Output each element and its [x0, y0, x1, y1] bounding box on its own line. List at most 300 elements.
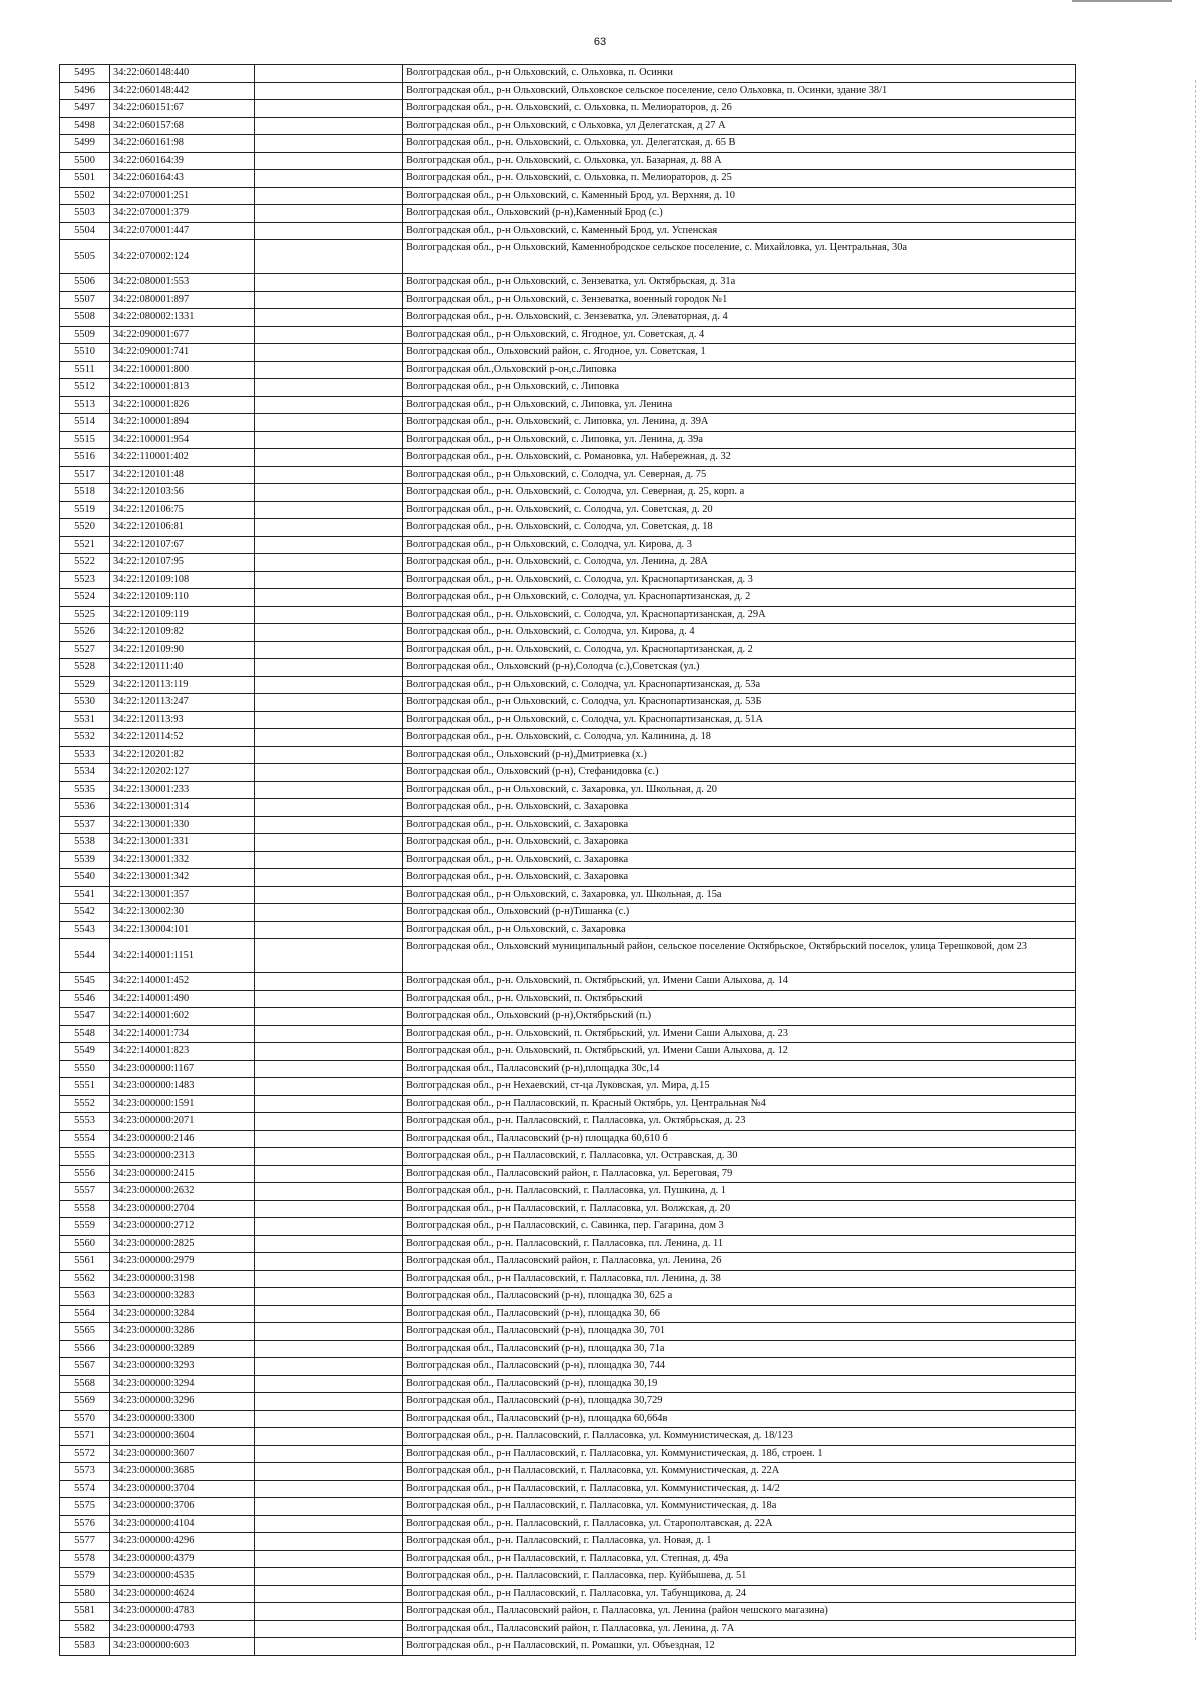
- empty-cell: [255, 1568, 403, 1586]
- address: Волгоградская обл., р-н. Палласовский, г. Палласовка, ул. Пушкина, д. 1: [403, 1183, 1076, 1201]
- address: Волгоградская обл., Ольховский (р-н), Стефанидовка (с.): [403, 764, 1076, 782]
- cadastral-number: 34:22:120109:82: [110, 624, 255, 642]
- table-row: [60, 589, 1076, 607]
- cadastral-number: 34:23:000000:2313: [110, 1148, 255, 1166]
- table-row: [60, 1410, 1076, 1428]
- address: Волгоградская обл., р-н Ольховский, с. Солодча, ул. Краснопартизанская, д. 2: [403, 589, 1076, 607]
- row-number: 5498: [60, 117, 110, 135]
- empty-cell: [255, 1410, 403, 1428]
- row-number: 5576: [60, 1515, 110, 1533]
- empty-cell: [255, 554, 403, 572]
- address: Волгоградская обл., р-н. Ольховский, с. Солодча, ул. Краснопартизанская, д. 2: [403, 641, 1076, 659]
- cadastral-number: 34:22:100001:800: [110, 361, 255, 379]
- cadastral-number: 34:22:120202:127: [110, 764, 255, 782]
- empty-cell: [255, 606, 403, 624]
- address: Волгоградская обл., р-н. Ольховский, п. Октябрьский, ул. Имени Саши Алыхова, д. 14: [403, 973, 1076, 991]
- table-row: [60, 1620, 1076, 1638]
- empty-cell: [255, 396, 403, 414]
- table-row: [60, 659, 1076, 677]
- row-number: 5531: [60, 711, 110, 729]
- table-row: [60, 187, 1076, 205]
- empty-cell: [255, 781, 403, 799]
- table-row: [60, 1498, 1076, 1516]
- row-number: 5568: [60, 1375, 110, 1393]
- address: Волгоградская обл., р-н. Ольховский, с. Ольховка, п. Мелиораторов, д. 26: [403, 100, 1076, 118]
- row-number: 5518: [60, 484, 110, 502]
- row-number: 5560: [60, 1235, 110, 1253]
- cadastral-number: 34:23:000000:2146: [110, 1130, 255, 1148]
- address: Волгоградская обл., р-н. Палласовский, г. Палласовка, пл. Ленина, д. 11: [403, 1235, 1076, 1253]
- empty-cell: [255, 222, 403, 240]
- row-number: 5557: [60, 1183, 110, 1201]
- empty-cell: [255, 659, 403, 677]
- address: Волгоградская обл., р-н. Ольховский, с. Солодча, ул. Ленина, д. 28А: [403, 554, 1076, 572]
- address: Волгоградская обл., Ольховский (р-н)Тишанка (с.): [403, 904, 1076, 922]
- address: Волгоградская обл., Палласовский (р-н), площадка 30,729: [403, 1393, 1076, 1411]
- cadastral-number: 34:22:100001:826: [110, 396, 255, 414]
- table-row: [60, 554, 1076, 572]
- cadastral-number: 34:23:000000:3607: [110, 1445, 255, 1463]
- cadastral-number: 34:22:070001:447: [110, 222, 255, 240]
- table-row: [60, 1445, 1076, 1463]
- empty-cell: [255, 240, 403, 274]
- row-number: 5543: [60, 921, 110, 939]
- cadastral-number: 34:22:120106:81: [110, 519, 255, 537]
- row-number: 5527: [60, 641, 110, 659]
- row-number: 5579: [60, 1568, 110, 1586]
- table-row: [60, 396, 1076, 414]
- table-row: [60, 904, 1076, 922]
- table-row: [60, 799, 1076, 817]
- empty-cell: [255, 187, 403, 205]
- address: Волгоградская обл., Палласовский (р-н), площадка 30, 625 а: [403, 1288, 1076, 1306]
- address: Волгоградская обл., р-н. Ольховский, с. Захаровка: [403, 834, 1076, 852]
- address: Волгоградская обл., р-н. Ольховский, с. Захаровка: [403, 851, 1076, 869]
- cadastral-number: 34:22:120106:75: [110, 501, 255, 519]
- row-number: 5548: [60, 1025, 110, 1043]
- empty-cell: [255, 1445, 403, 1463]
- cadastral-number: 34:23:000000:2825: [110, 1235, 255, 1253]
- empty-cell: [255, 571, 403, 589]
- row-number: 5507: [60, 291, 110, 309]
- address: Волгоградская обл., Ольховский (р-н),Дмитриевка (х.): [403, 746, 1076, 764]
- address: Волгоградская обл., р-н Ольховский, с Ольховка, ул Делегатская, д 27 А: [403, 117, 1076, 135]
- empty-cell: [255, 484, 403, 502]
- empty-cell: [255, 1480, 403, 1498]
- empty-cell: [255, 501, 403, 519]
- address: Волгоградская обл., Палласовский (р-н), площадка 30, 744: [403, 1358, 1076, 1376]
- empty-cell: [255, 1638, 403, 1656]
- table-row: [60, 834, 1076, 852]
- address: Волгоградская обл., р-н. Палласовский, г. Палласовка, ул. Новая, д. 1: [403, 1533, 1076, 1551]
- empty-cell: [255, 1148, 403, 1166]
- cadastral-number: 34:22:130004:101: [110, 921, 255, 939]
- empty-cell: [255, 326, 403, 344]
- page-number: 63: [593, 36, 607, 48]
- table-row: [60, 431, 1076, 449]
- address: Волгоградская обл., р-н Ольховский, с. Ягодное, ул. Советская, д. 4: [403, 326, 1076, 344]
- row-number: 5514: [60, 414, 110, 432]
- cadastral-number: 34:23:000000:2415: [110, 1165, 255, 1183]
- row-number: 5567: [60, 1358, 110, 1376]
- table-row: [60, 1095, 1076, 1113]
- table-row: [60, 1585, 1076, 1603]
- address: Волгоградская обл., Палласовский (р-н),площадка 30с,14: [403, 1060, 1076, 1078]
- table-row: [60, 152, 1076, 170]
- table-row: [60, 571, 1076, 589]
- table-row: [60, 240, 1076, 274]
- address: Волгоградская обл., р-н Ольховский, с. Липовка, ул. Ленина, д. 39а: [403, 431, 1076, 449]
- row-number: 5513: [60, 396, 110, 414]
- empty-cell: [255, 1533, 403, 1551]
- empty-cell: [255, 1183, 403, 1201]
- address: Волгоградская обл., р-н. Ольховский, с. Солодча, ул. Калинина, д. 18: [403, 729, 1076, 747]
- address: Волгоградская обл., р-н. Ольховский, с. Солодча, ул. Советская, д. 18: [403, 519, 1076, 537]
- table-row: [60, 484, 1076, 502]
- address: Волгоградская обл., Палласовский (р-н), площадка 60,664в: [403, 1410, 1076, 1428]
- table-row: [60, 1340, 1076, 1358]
- empty-cell: [255, 519, 403, 537]
- empty-cell: [255, 205, 403, 223]
- cadastral-number: 34:22:120113:93: [110, 711, 255, 729]
- address: Волгоградская обл., р-н Ольховский, с. Зензеватка, ул. Октябрьская, д. 31а: [403, 274, 1076, 292]
- empty-cell: [255, 624, 403, 642]
- cadastral-number: 34:23:000000:1591: [110, 1095, 255, 1113]
- table-row: [60, 1270, 1076, 1288]
- empty-cell: [255, 990, 403, 1008]
- empty-cell: [255, 117, 403, 135]
- address: Волгоградская обл., р-н Ольховский, с. Захаровка: [403, 921, 1076, 939]
- address: Волгоградская обл., р-н Ольховский, с. Ольховка, п. Осинки: [403, 65, 1076, 83]
- table-row: [60, 1200, 1076, 1218]
- empty-cell: [255, 799, 403, 817]
- address: Волгоградская обл., р-н. Палласовский, г. Палласовка, ул. Старополтавская, д. 22А: [403, 1515, 1076, 1533]
- row-number: 5495: [60, 65, 110, 83]
- row-number: 5533: [60, 746, 110, 764]
- row-number: 5510: [60, 344, 110, 362]
- empty-cell: [255, 851, 403, 869]
- empty-cell: [255, 1288, 403, 1306]
- cadastral-number: 34:23:000000:2979: [110, 1253, 255, 1271]
- cadastral-number: 34:22:130001:357: [110, 886, 255, 904]
- row-number: 5565: [60, 1323, 110, 1341]
- address: Волгоградская обл., р-н Палласовский, г. Палласовка, ул. Табунщикова, д. 24: [403, 1585, 1076, 1603]
- empty-cell: [255, 1550, 403, 1568]
- table-row: [60, 816, 1076, 834]
- cadastral-number: 34:22:060157:68: [110, 117, 255, 135]
- row-number: 5516: [60, 449, 110, 467]
- cadastral-number: 34:22:070001:251: [110, 187, 255, 205]
- empty-cell: [255, 291, 403, 309]
- row-number: 5525: [60, 606, 110, 624]
- empty-cell: [255, 1463, 403, 1481]
- address: Волгоградская обл., р-н. Палласовский, г. Палласовка, ул. Коммунистическая, д. 18/123: [403, 1428, 1076, 1446]
- empty-cell: [255, 170, 403, 188]
- cadastral-number: 34:23:000000:2071: [110, 1113, 255, 1131]
- row-number: 5515: [60, 431, 110, 449]
- table-row: [60, 1515, 1076, 1533]
- address: Волгоградская обл., р-н Палласовский, п. Красный Октябрь, ул. Центральная №4: [403, 1095, 1076, 1113]
- row-number: 5517: [60, 466, 110, 484]
- empty-cell: [255, 65, 403, 83]
- cadastral-number: 34:23:000000:3198: [110, 1270, 255, 1288]
- row-number: 5566: [60, 1340, 110, 1358]
- cadastral-number: 34:22:120113:247: [110, 694, 255, 712]
- empty-cell: [255, 1340, 403, 1358]
- table-row: [60, 1358, 1076, 1376]
- empty-cell: [255, 1095, 403, 1113]
- table-row: [60, 65, 1076, 83]
- row-number: 5552: [60, 1095, 110, 1113]
- cadastral-number: 34:22:140001:602: [110, 1008, 255, 1026]
- address: Волгоградская обл., Палласовский район, г. Палласовка, ул. Береговая, 79: [403, 1165, 1076, 1183]
- table-row: [60, 641, 1076, 659]
- table-row: [60, 501, 1076, 519]
- address: Волгоградская обл., Палласовский район, г. Палласовка, ул. Ленина, д. 7А: [403, 1620, 1076, 1638]
- row-number: 5534: [60, 764, 110, 782]
- row-number: 5529: [60, 676, 110, 694]
- row-number: 5502: [60, 187, 110, 205]
- table-row: [60, 1393, 1076, 1411]
- empty-cell: [255, 1253, 403, 1271]
- row-number: 5536: [60, 799, 110, 817]
- empty-cell: [255, 344, 403, 362]
- cadastral-number: 34:23:000000:1483: [110, 1078, 255, 1096]
- cadastral-number: 34:23:000000:603: [110, 1638, 255, 1656]
- table-row: [60, 1235, 1076, 1253]
- cadastral-number: 34:22:130001:330: [110, 816, 255, 834]
- cadastral-number: 34:22:120101:48: [110, 466, 255, 484]
- address: Волгоградская обл., р-н. Ольховский, с. Солодча, ул. Кирова, д. 4: [403, 624, 1076, 642]
- table-row: [60, 1218, 1076, 1236]
- cadastral-number: 34:23:000000:4379: [110, 1550, 255, 1568]
- table-row: [60, 1008, 1076, 1026]
- cadastral-number: 34:22:080002:1331: [110, 309, 255, 327]
- cadastral-number: 34:22:130001:314: [110, 799, 255, 817]
- row-number: 5570: [60, 1410, 110, 1428]
- cadastral-number: 34:22:130001:342: [110, 869, 255, 887]
- table-row: [60, 309, 1076, 327]
- cadastral-number: 34:22:130002:30: [110, 904, 255, 922]
- address: Волгоградская обл., р-н Ольховский, с. Липовка: [403, 379, 1076, 397]
- cadastral-number: 34:22:060164:39: [110, 152, 255, 170]
- address: Волгоградская обл., р-н Палласовский, г. Палласовка, ул. Коммунистическая, д. 18б, строен. 1: [403, 1445, 1076, 1463]
- empty-cell: [255, 309, 403, 327]
- row-number: 5501: [60, 170, 110, 188]
- empty-cell: [255, 834, 403, 852]
- table-row: [60, 326, 1076, 344]
- table-row: [60, 379, 1076, 397]
- empty-cell: [255, 641, 403, 659]
- table-row: [60, 82, 1076, 100]
- table-row: [60, 624, 1076, 642]
- empty-cell: [255, 729, 403, 747]
- address: Волгоградская обл., р-н. Ольховский, с. Ольховка, ул. Делегатская, д. 65 В: [403, 135, 1076, 153]
- cadastral-number: 34:22:100001:954: [110, 431, 255, 449]
- empty-cell: [255, 1270, 403, 1288]
- empty-cell: [255, 1603, 403, 1621]
- cadastral-number: 34:22:120109:119: [110, 606, 255, 624]
- cadastral-number: 34:22:130001:331: [110, 834, 255, 852]
- empty-cell: [255, 1008, 403, 1026]
- cadastral-number: 34:23:000000:3706: [110, 1498, 255, 1516]
- cadastral-number: 34:22:120111:40: [110, 659, 255, 677]
- empty-cell: [255, 100, 403, 118]
- empty-cell: [255, 1200, 403, 1218]
- address: Волгоградская обл., р-н. Ольховский, с. Ольховка, ул. Базарная, д. 88 А: [403, 152, 1076, 170]
- empty-cell: [255, 1078, 403, 1096]
- empty-cell: [255, 1375, 403, 1393]
- cadastral-number: 34:22:120109:110: [110, 589, 255, 607]
- row-number: 5569: [60, 1393, 110, 1411]
- cadastral-number: 34:23:000000:3296: [110, 1393, 255, 1411]
- empty-cell: [255, 1358, 403, 1376]
- cadastral-number: 34:22:070002:124: [110, 240, 255, 274]
- table-row: [60, 1078, 1076, 1096]
- cadastral-number: 34:23:000000:3289: [110, 1340, 255, 1358]
- table-row: [60, 274, 1076, 292]
- cadastral-number: 34:23:000000:3293: [110, 1358, 255, 1376]
- empty-cell: [255, 1585, 403, 1603]
- address: Волгоградская обл., р-н Палласовский, г. Палласовка, пл. Ленина, д. 38: [403, 1270, 1076, 1288]
- address: Волгоградская обл.,Ольховский р-он,с.Липовка: [403, 361, 1076, 379]
- cadastral-number: 34:23:000000:3604: [110, 1428, 255, 1446]
- row-number: 5573: [60, 1463, 110, 1481]
- row-number: 5553: [60, 1113, 110, 1131]
- address: Волгоградская обл., р-н. Палласовский, г. Палласовка, ул. Октябрьская, д. 23: [403, 1113, 1076, 1131]
- address: Волгоградская обл., р-н. Ольховский, с. Романовка, ул. Набережная, д. 32: [403, 449, 1076, 467]
- cadastral-number: 34:23:000000:4296: [110, 1533, 255, 1551]
- cadastral-number: 34:22:080001:553: [110, 274, 255, 292]
- table-row: [60, 1375, 1076, 1393]
- row-number: 5508: [60, 309, 110, 327]
- registry-table: [59, 64, 1076, 1656]
- cadastral-number: 34:23:000000:4793: [110, 1620, 255, 1638]
- row-number: 5550: [60, 1060, 110, 1078]
- address: Волгоградская обл., р-н. Ольховский, п. Октябрьский, ул. Имени Саши Алыхова, д. 12: [403, 1043, 1076, 1061]
- address: Волгоградская обл., р-н. Палласовский, г. Палласовка, пер. Куйбышева, д. 51: [403, 1568, 1076, 1586]
- empty-cell: [255, 466, 403, 484]
- address: Волгоградская обл., Палласовский (р-н) площадка 60,610 б: [403, 1130, 1076, 1148]
- row-number: 5535: [60, 781, 110, 799]
- cadastral-number: 34:22:060148:440: [110, 65, 255, 83]
- row-number: 5539: [60, 851, 110, 869]
- empty-cell: [255, 711, 403, 729]
- row-number: 5524: [60, 589, 110, 607]
- empty-cell: [255, 1305, 403, 1323]
- address: Волгоградская обл., Ольховский муниципальный район, сельское поселение Октябрьское, Октябрьский поселок, улица Терешковой, дом 23: [403, 939, 1076, 973]
- table-row: [60, 291, 1076, 309]
- empty-cell: [255, 82, 403, 100]
- row-number: 5542: [60, 904, 110, 922]
- address: Волгоградская обл., р-н. Ольховский, с. Солодча, ул. Советская, д. 20: [403, 501, 1076, 519]
- row-number: 5544: [60, 939, 110, 973]
- row-number: 5554: [60, 1130, 110, 1148]
- empty-cell: [255, 816, 403, 834]
- empty-cell: [255, 152, 403, 170]
- table-row: [60, 781, 1076, 799]
- row-number: 5546: [60, 990, 110, 1008]
- cadastral-number: 34:22:120114:52: [110, 729, 255, 747]
- table-row: [60, 1568, 1076, 1586]
- cadastral-number: 34:22:130001:332: [110, 851, 255, 869]
- address: Волгоградская обл., р-н Палласовский, г. Палласовка, ул. Остравская, д. 30: [403, 1148, 1076, 1166]
- row-number: 5564: [60, 1305, 110, 1323]
- address: Волгоградская обл., р-н Ольховский, с. Зензеватка, военный городок №1: [403, 291, 1076, 309]
- address: Волгоградская обл., р-н. Ольховский, с. Захаровка: [403, 816, 1076, 834]
- cadastral-number: 34:23:000000:3286: [110, 1323, 255, 1341]
- cadastral-number: 34:22:060148:442: [110, 82, 255, 100]
- address: Волгоградская обл., р-н Ольховский, с. Каменный Брод, ул. Верхняя, д. 10: [403, 187, 1076, 205]
- empty-cell: [255, 1498, 403, 1516]
- row-number: 5574: [60, 1480, 110, 1498]
- address: Волгоградская обл., р-н Палласовский, г. Палласовка, ул. Коммунистическая, д. 14/2: [403, 1480, 1076, 1498]
- cadastral-number: 34:23:000000:2712: [110, 1218, 255, 1236]
- address: Волгоградская обл., р-н. Ольховский, с. Солодча, ул. Краснопартизанская, д. 29А: [403, 606, 1076, 624]
- table-row: [60, 449, 1076, 467]
- row-number: 5551: [60, 1078, 110, 1096]
- address: Волгоградская обл., р-н Ольховский, с. Солодча, ул. Северная, д. 75: [403, 466, 1076, 484]
- address: Волгоградская обл., р-н Ольховский, с. Солодча, ул. Краснопартизанская, д. 53Б: [403, 694, 1076, 712]
- table-row: [60, 764, 1076, 782]
- empty-cell: [255, 904, 403, 922]
- cadastral-number: 34:23:000000:4535: [110, 1568, 255, 1586]
- address: Волгоградская обл., р-н. Ольховский, с. Ольховка, п. Мелиораторов, д. 25: [403, 170, 1076, 188]
- table-row: [60, 851, 1076, 869]
- table-row: [60, 1428, 1076, 1446]
- address: Волгоградская обл., Палласовский (р-н), площадка 30, 66: [403, 1305, 1076, 1323]
- row-number: 5562: [60, 1270, 110, 1288]
- cadastral-number: 34:23:000000:3284: [110, 1305, 255, 1323]
- table-row: [60, 939, 1076, 973]
- empty-cell: [255, 869, 403, 887]
- row-number: 5537: [60, 816, 110, 834]
- top-rule: [1072, 0, 1172, 2]
- row-number: 5521: [60, 536, 110, 554]
- cadastral-number: 34:22:120201:82: [110, 746, 255, 764]
- empty-cell: [255, 1060, 403, 1078]
- address: Волгоградская обл., р-н Палласовский, с. Савинка, пер. Гагарина, дом 3: [403, 1218, 1076, 1236]
- table-row: [60, 886, 1076, 904]
- address: Волгоградская обл., р-н Ольховский, Каменнобродское сельское поселение, с. Михайловка, ул. Центральная, 30а: [403, 240, 1076, 274]
- table-row: [60, 205, 1076, 223]
- empty-cell: [255, 361, 403, 379]
- empty-cell: [255, 1393, 403, 1411]
- empty-cell: [255, 1113, 403, 1131]
- address: Волгоградская обл., р-н Ольховский, с. Каменный Брод, ул. Успенская: [403, 222, 1076, 240]
- address: Волгоградская обл., р-н Ольховский, с. Солодча, ул. Кирова, д. 3: [403, 536, 1076, 554]
- table-row: [60, 694, 1076, 712]
- row-number: 5571: [60, 1428, 110, 1446]
- address: Волгоградская обл., р-н Нехаевский, ст-ца Луковская, ул. Мира, д.15: [403, 1078, 1076, 1096]
- row-number: 5519: [60, 501, 110, 519]
- row-number: 5523: [60, 571, 110, 589]
- cadastral-number: 34:23:000000:2632: [110, 1183, 255, 1201]
- row-number: 5581: [60, 1603, 110, 1621]
- row-number: 5555: [60, 1148, 110, 1166]
- table-row: [60, 536, 1076, 554]
- address: Волгоградская обл., Ольховский район, с. Ягодное, ул. Советская, 1: [403, 344, 1076, 362]
- address: Волгоградская обл., р-н. Ольховский, с. Захаровка: [403, 869, 1076, 887]
- cadastral-number: 34:22:100001:894: [110, 414, 255, 432]
- row-number: 5559: [60, 1218, 110, 1236]
- cadastral-number: 34:22:120107:67: [110, 536, 255, 554]
- empty-cell: [255, 746, 403, 764]
- row-number: 5538: [60, 834, 110, 852]
- table-row: [60, 1130, 1076, 1148]
- cadastral-number: 34:22:080001:897: [110, 291, 255, 309]
- table-row: [60, 1183, 1076, 1201]
